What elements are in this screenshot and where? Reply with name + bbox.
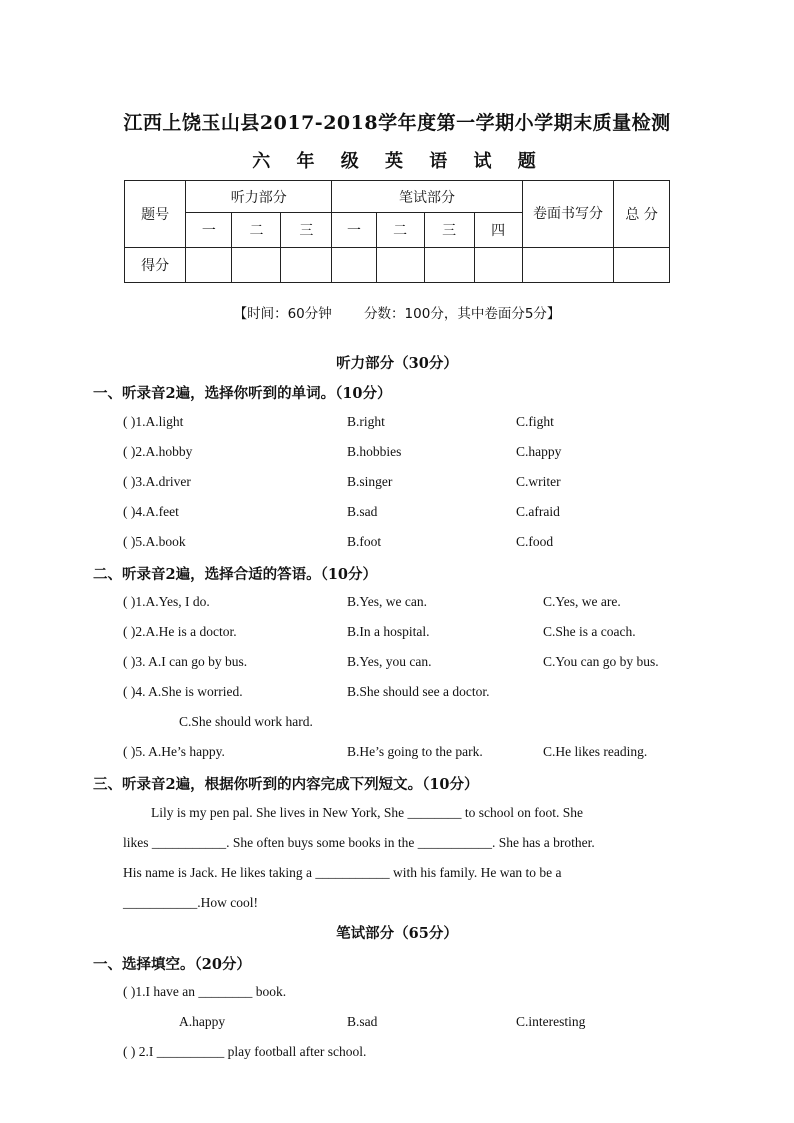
question-item: ( )4. A.She is worried.	[123, 684, 243, 699]
score-cell	[232, 248, 281, 283]
option-c: C.She is a coach.	[543, 624, 636, 639]
option-c: C.fight	[516, 414, 554, 429]
option-c: C.She should work hard.	[179, 714, 313, 729]
option-b: B.She should see a doctor.	[347, 684, 490, 699]
option-b: B.Yes, we can.	[347, 594, 427, 609]
listening-heading: 听力部分（30分）	[336, 355, 458, 372]
listening-part3-heading: 三、听录音2遍，根据你听到的内容完成下列短文。（10分）	[93, 776, 479, 793]
sub-written-2: 二	[376, 213, 424, 248]
exam-subtitle: 六 年 级 英 语 试 题	[252, 151, 542, 172]
score-cell	[281, 248, 332, 283]
score-cell	[186, 248, 232, 283]
option-b: B.In a hospital.	[347, 624, 430, 639]
score-label: 得分	[125, 248, 186, 283]
written-heading: 笔试部分（65分）	[336, 925, 458, 942]
sub-listening-2: 二	[232, 213, 281, 248]
listening-part1-heading: 一、听录音2遍，选择你听到的单词。（10分）	[93, 385, 392, 402]
exam-time: 【时间：60分钟	[233, 306, 332, 322]
option-c: C.Yes, we are.	[543, 594, 621, 609]
cloze-passage	[123, 798, 673, 918]
exam-info	[0, 302, 794, 322]
written-header: 笔试部分	[332, 181, 522, 213]
exam-title: 江西上饶玉山县2017-2018学年度第一学期小学期末质量检测	[123, 112, 671, 134]
score-cell	[522, 248, 614, 283]
score-cell	[614, 248, 670, 283]
score-cell	[332, 248, 376, 283]
listening-part2-heading: 二、听录音2遍，选择合适的答语。（10分）	[93, 566, 378, 583]
exam-score: 分数：100分，其中卷面分5分】	[364, 306, 561, 322]
listening-header: 听力部分	[186, 181, 332, 213]
sub-written-3: 三	[424, 213, 474, 248]
sub-listening-1: 一	[186, 213, 232, 248]
option-b: B.right	[347, 414, 385, 429]
question-item: ( ) 2.I __________ play football after school.	[123, 1044, 367, 1059]
passage-line: Lily is my pen pal. She lives in New York, She ________ to school on foot. She	[151, 805, 583, 820]
score-cell	[424, 248, 474, 283]
option-b: B.Yes, you can.	[347, 654, 432, 669]
score-table	[124, 180, 670, 283]
option-c: C.food	[516, 534, 554, 549]
total-header: 总 分	[614, 181, 670, 248]
option-c: C.happy	[516, 444, 562, 459]
question-item: ( )5. A.He’s happy.	[123, 744, 225, 759]
handwriting-header: 卷面书写分	[522, 181, 614, 248]
question-item: ( )4.A.feet	[123, 504, 179, 519]
tihao-label: 题号	[125, 181, 186, 248]
option-b: B.He’s going to the park.	[347, 744, 483, 759]
option-c: C.writer	[516, 474, 561, 489]
question-item: ( )3.A.driver	[123, 474, 191, 489]
question-item: ( )1.I have an ________ book.	[123, 984, 287, 999]
option-b: B.singer	[347, 474, 393, 489]
question-item: ( )2.A.hobby	[123, 444, 193, 459]
passage-line: likes ___________. She often buys some books in the ___________. She has a brother.	[123, 835, 595, 850]
option-c: C.You can go by bus.	[543, 654, 659, 669]
option-b: B.foot	[347, 534, 382, 549]
sub-listening-3: 三	[281, 213, 332, 248]
question-item: ( )1.A.light	[123, 414, 184, 429]
passage-line: His name is Jack. He likes taking a ___________ with his family. He wan to be a	[123, 865, 562, 880]
score-cell	[474, 248, 522, 283]
option-b: B.sad	[347, 504, 378, 519]
sub-written-1: 一	[332, 213, 376, 248]
question-item: ( )1.A.Yes, I do.	[123, 594, 210, 609]
question-item: ( )3. A.I can go by bus.	[123, 654, 248, 669]
option-c: C.interesting	[516, 1014, 586, 1029]
sub-written-4: 四	[474, 213, 522, 248]
passage-line: ___________.How cool!	[123, 895, 258, 910]
question-item: ( )2.A.He is a doctor.	[123, 624, 237, 639]
score-cell	[376, 248, 424, 283]
option-b: B.sad	[347, 1014, 378, 1029]
option-a: A.happy	[179, 1014, 226, 1029]
option-b: B.hobbies	[347, 444, 402, 459]
question-item: ( )5.A.book	[123, 534, 186, 549]
option-c: C.He likes reading.	[543, 744, 648, 759]
option-c: C.afraid	[516, 504, 560, 519]
written-part1-heading: 一、选择填空。（20分）	[93, 956, 251, 973]
